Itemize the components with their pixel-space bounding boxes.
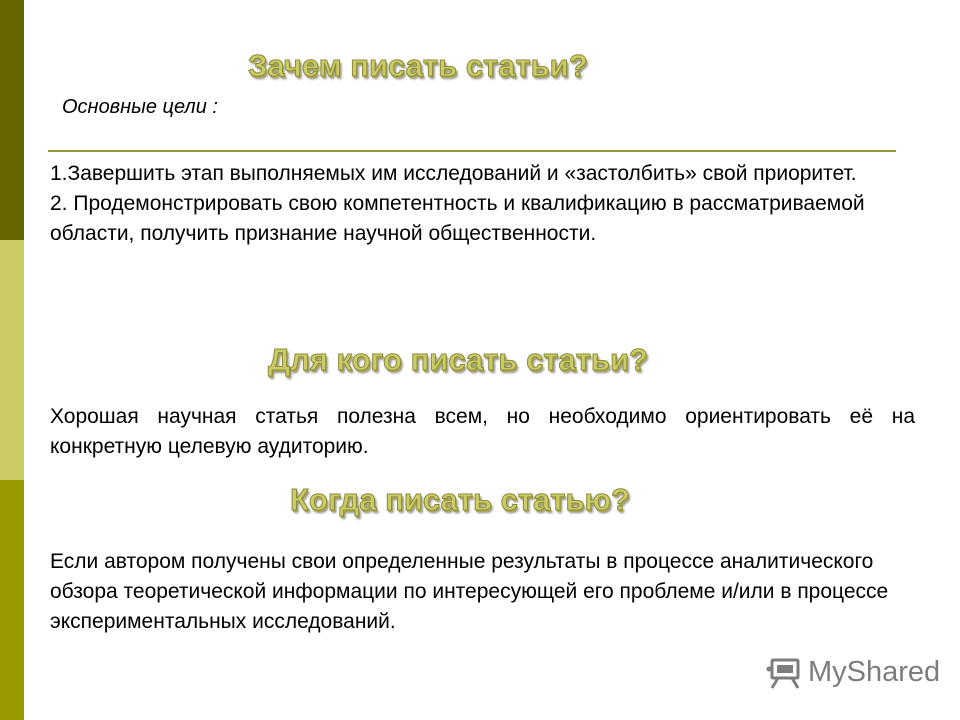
audience-paragraph: Хорошая научная статья полезна всем, но необходимо ориентировать её на конкретную целевую аудиторию. [50,405,915,458]
goal-item-2: 2. Продемонстрировать свою компетентность и квалификацию в рассматриваемой области, получить признание научной общественности. [50,192,865,245]
section-title-when: Когда писать статью? [290,482,630,517]
sidebar-segment-bottom [0,480,24,720]
divider-line [48,150,896,152]
presentation-board-icon [766,658,802,695]
sidebar-segment-middle [0,240,24,480]
goal-item-1: 1.Завершить этап выполняемых им исследований и «застолбить» свой приоритет. [50,162,857,185]
section-title-for-whom: Для кого писать статьи? [268,342,648,377]
goals-list [50,159,870,249]
watermark-text: MyShared [808,656,941,688]
sidebar-segment-top [0,0,24,240]
timing-paragraph: Если автором получены свои определенные результаты в процессе аналитического обзора теоретической информации по интересующей его проблеме и/или в процессе экспериментальных исследований. [50,550,889,633]
section-title-why: Зачем писать статьи? [248,48,588,83]
decorative-sidebar [0,0,24,720]
goals-subtitle: Основные цели : [62,96,218,118]
